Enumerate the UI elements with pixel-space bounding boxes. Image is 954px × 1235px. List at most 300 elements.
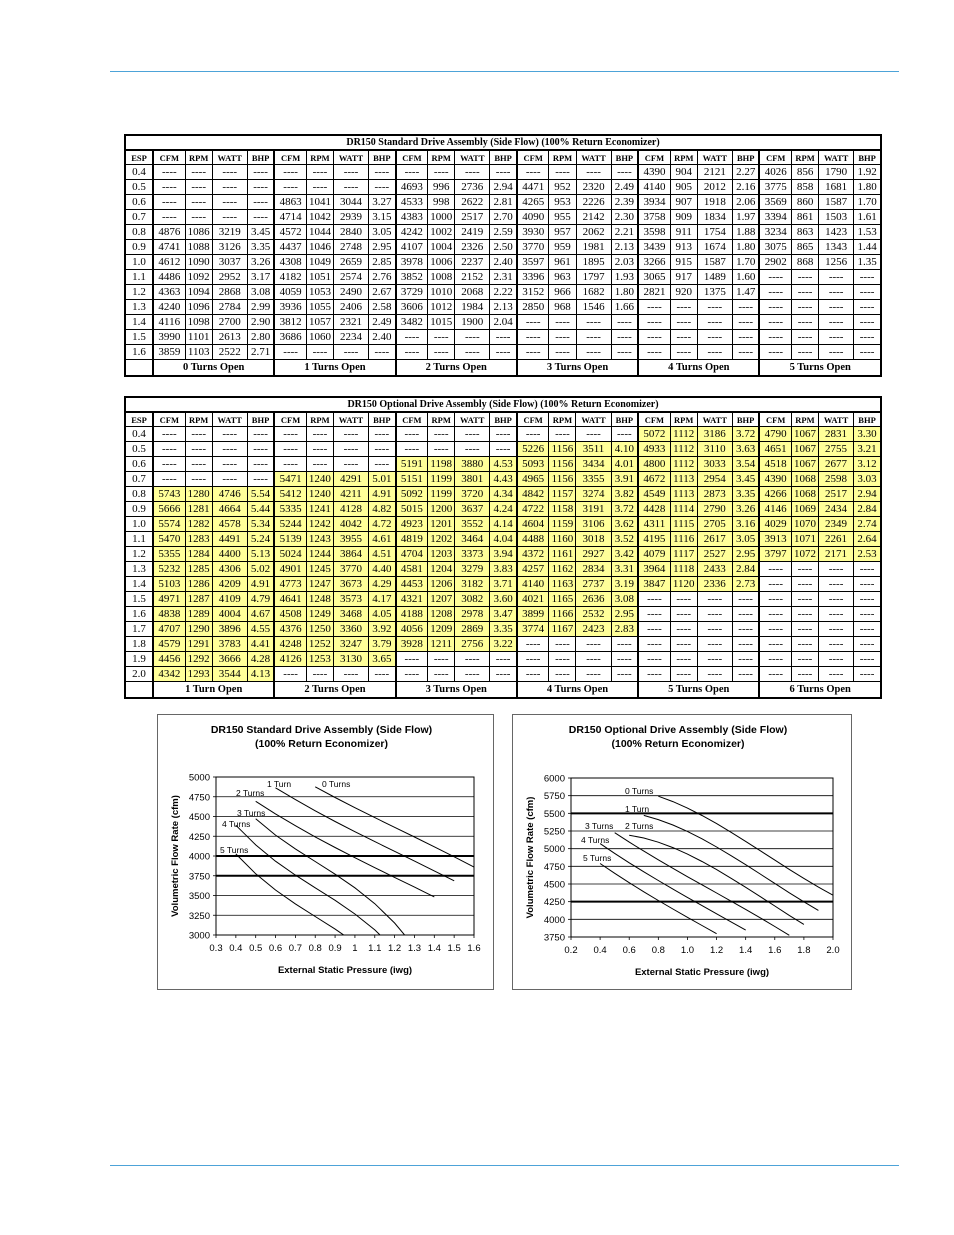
value-cell: ---- xyxy=(732,592,759,607)
value-cell: 3666 xyxy=(212,652,247,667)
value-cell: ---- xyxy=(549,315,576,330)
value-cell: 2.30 xyxy=(611,210,638,225)
value-cell: 1069 xyxy=(791,502,818,517)
value-cell: ---- xyxy=(697,315,732,330)
value-cell: ---- xyxy=(369,165,396,180)
value-cell: 1112 xyxy=(670,457,697,472)
table-row xyxy=(125,180,881,195)
value-cell: 2659 xyxy=(333,255,368,270)
value-cell: 4.53 xyxy=(490,457,517,472)
series-label: 2 Turns xyxy=(625,821,654,831)
value-cell: ---- xyxy=(517,667,549,682)
value-cell: 4773 xyxy=(274,577,306,592)
esp-cell: 0.8 xyxy=(125,487,153,502)
value-cell: 2142 xyxy=(576,210,611,225)
value-cell: 3.35 xyxy=(732,487,759,502)
column-header: RPM xyxy=(428,412,455,427)
value-cell: ---- xyxy=(212,210,247,225)
column-header: WATT xyxy=(333,412,368,427)
table-row xyxy=(125,472,881,487)
standard-drive-chart xyxy=(157,714,494,990)
value-cell: 5574 xyxy=(153,517,185,532)
value-cell: 3266 xyxy=(638,255,670,270)
table-row xyxy=(125,270,881,285)
value-cell: ---- xyxy=(611,652,638,667)
value-cell: 4390 xyxy=(759,472,791,487)
value-cell: 1012 xyxy=(428,300,455,315)
value-cell: 4.91 xyxy=(247,577,274,592)
series-label: 4 Turns xyxy=(581,835,610,845)
value-cell: ---- xyxy=(759,577,791,592)
value-cell: 2532 xyxy=(576,607,611,622)
optional-drive-chart xyxy=(512,714,852,990)
value-cell: 4.61 xyxy=(369,532,396,547)
value-cell: ---- xyxy=(819,345,854,360)
value-cell: 1156 xyxy=(549,457,576,472)
value-cell: ---- xyxy=(490,330,517,345)
value-cell: 1.80 xyxy=(854,180,881,195)
value-cell: 3037 xyxy=(212,255,247,270)
value-cell: 904 xyxy=(670,165,697,180)
value-cell: 3.21 xyxy=(854,442,881,457)
value-cell: 1.44 xyxy=(854,240,881,255)
value-cell: ---- xyxy=(333,442,368,457)
value-cell: ---- xyxy=(791,652,818,667)
value-cell: 4146 xyxy=(759,502,791,517)
value-cell: 5471 xyxy=(274,472,306,487)
value-cell: 5.13 xyxy=(247,547,274,562)
esp-cell: 1.5 xyxy=(125,330,153,345)
value-cell: 1.66 xyxy=(611,300,638,315)
column-header: BHP xyxy=(247,150,274,165)
value-cell: 963 xyxy=(549,270,576,285)
value-cell: 4842 xyxy=(517,487,549,502)
value-cell: 1.53 xyxy=(854,225,881,240)
value-cell: ---- xyxy=(819,652,854,667)
value-cell: 1118 xyxy=(670,562,697,577)
value-cell: ---- xyxy=(792,315,819,330)
value-cell: 2.13 xyxy=(490,300,517,315)
value-cell: ---- xyxy=(369,667,396,682)
value-cell: ---- xyxy=(791,607,818,622)
value-cell: 3.30 xyxy=(854,427,881,442)
turns-open-label: 4 Turns Open xyxy=(517,682,638,699)
value-cell: 4572 xyxy=(274,225,306,240)
value-cell: 1674 xyxy=(697,240,732,255)
value-cell: 5666 xyxy=(153,502,185,517)
column-header: RPM xyxy=(306,150,333,165)
value-cell: ---- xyxy=(549,165,576,180)
value-cell: 858 xyxy=(792,180,819,195)
chart-svg xyxy=(158,715,493,989)
column-header: RPM xyxy=(185,150,212,165)
y-tick-label: 6000 xyxy=(543,773,565,785)
value-cell: 2755 xyxy=(819,442,854,457)
value-cell: 3770 xyxy=(333,562,368,577)
value-cell: 3.12 xyxy=(854,457,881,472)
value-cell: 2.50 xyxy=(490,240,517,255)
esp-cell: 1.0 xyxy=(125,255,153,270)
value-cell: 2237 xyxy=(455,255,490,270)
value-cell: 2636 xyxy=(576,592,611,607)
value-cell: 1044 xyxy=(306,225,333,240)
value-cell: 1291 xyxy=(185,637,212,652)
column-header: RPM xyxy=(549,150,576,165)
table-row xyxy=(125,622,881,637)
value-cell: ---- xyxy=(549,652,576,667)
value-cell: 3.22 xyxy=(490,637,517,652)
value-cell: 1.35 xyxy=(854,255,881,270)
value-cell: 3930 xyxy=(517,225,549,240)
value-cell: 2.80 xyxy=(247,330,274,345)
value-cell: 3597 xyxy=(517,255,549,270)
value-cell: ---- xyxy=(854,345,881,360)
value-cell: 3812 xyxy=(274,315,306,330)
value-cell: ---- xyxy=(274,442,306,457)
value-cell: 1240 xyxy=(306,472,333,487)
value-cell: ---- xyxy=(185,210,212,225)
table-row xyxy=(125,487,881,502)
value-cell: 2419 xyxy=(455,225,490,240)
value-cell: ---- xyxy=(306,457,333,472)
value-cell: ---- xyxy=(333,457,368,472)
x-tick-label: 1.8 xyxy=(797,945,811,956)
column-header: BHP xyxy=(490,150,517,165)
x-tick-label: 0.6 xyxy=(622,945,636,956)
value-cell: 1240 xyxy=(306,487,333,502)
value-cell: 1159 xyxy=(549,517,576,532)
value-cell: ---- xyxy=(854,285,881,300)
table-title: DR150 Optional Drive Assembly (Side Flow) (100% Return Economizer) xyxy=(125,397,881,412)
value-cell: 4.40 xyxy=(369,562,396,577)
value-cell: 3847 xyxy=(638,577,670,592)
value-cell: ---- xyxy=(517,652,549,667)
value-cell: 1287 xyxy=(185,592,212,607)
value-cell: ---- xyxy=(212,180,247,195)
value-cell: 3934 xyxy=(638,195,670,210)
value-cell: ---- xyxy=(396,652,428,667)
value-cell: ---- xyxy=(396,427,428,442)
value-cell: 3.45 xyxy=(732,472,759,487)
value-cell: 4518 xyxy=(759,457,791,472)
esp-cell: 0.6 xyxy=(125,457,153,472)
value-cell: 952 xyxy=(549,180,576,195)
value-cell: 1.70 xyxy=(854,195,881,210)
value-cell: 4863 xyxy=(274,195,306,210)
value-cell: ---- xyxy=(455,442,490,457)
value-cell: ---- xyxy=(212,442,247,457)
value-cell: ---- xyxy=(306,345,333,360)
value-cell: ---- xyxy=(306,180,333,195)
value-cell: 2012 xyxy=(697,180,732,195)
value-cell: ---- xyxy=(396,345,428,360)
value-cell: ---- xyxy=(306,442,333,457)
value-cell: 4.43 xyxy=(490,472,517,487)
value-cell: ---- xyxy=(670,622,697,637)
value-cell: 1423 xyxy=(819,225,854,240)
value-cell: 3106 xyxy=(576,517,611,532)
value-cell: 915 xyxy=(670,255,697,270)
value-cell: 2.16 xyxy=(732,180,759,195)
value-cell: 4672 xyxy=(638,472,670,487)
column-header: CFM xyxy=(153,412,185,427)
value-cell: 3.27 xyxy=(369,195,396,210)
value-cell: 2574 xyxy=(333,270,368,285)
value-cell: 4.29 xyxy=(369,577,396,592)
value-cell: ---- xyxy=(274,667,306,682)
value-cell: ---- xyxy=(854,300,881,315)
value-cell: 3.16 xyxy=(732,517,759,532)
table-row xyxy=(125,592,881,607)
value-cell: ---- xyxy=(697,330,732,345)
value-cell: 909 xyxy=(670,210,697,225)
value-cell: ---- xyxy=(212,195,247,210)
value-cell: 2.21 xyxy=(611,225,638,240)
value-cell: 4140 xyxy=(638,180,670,195)
value-cell: 4641 xyxy=(274,592,306,607)
value-cell: ---- xyxy=(732,300,759,315)
value-cell: 1.80 xyxy=(732,240,759,255)
value-cell: 4437 xyxy=(274,240,306,255)
value-cell: ---- xyxy=(638,637,670,652)
value-cell: ---- xyxy=(697,637,732,652)
column-header: CFM xyxy=(759,150,791,165)
value-cell: 4021 xyxy=(517,592,549,607)
value-cell: 2927 xyxy=(576,547,611,562)
table-row xyxy=(125,562,881,577)
value-cell: 1015 xyxy=(428,315,455,330)
value-cell: 1055 xyxy=(306,300,333,315)
value-cell: 4901 xyxy=(274,562,306,577)
value-cell: 1202 xyxy=(428,532,455,547)
x-tick-label: 0.7 xyxy=(288,943,302,954)
value-cell: ---- xyxy=(854,622,881,637)
value-cell: 2.53 xyxy=(854,547,881,562)
value-cell: 4838 xyxy=(153,607,185,622)
value-cell: 1.60 xyxy=(732,270,759,285)
value-cell: 3.26 xyxy=(732,502,759,517)
value-cell: ---- xyxy=(819,270,854,285)
value-cell: ---- xyxy=(732,345,759,360)
table-row xyxy=(125,442,881,457)
value-cell: 2.31 xyxy=(490,270,517,285)
value-cell: 4508 xyxy=(274,607,306,622)
value-cell: 2756 xyxy=(455,637,490,652)
x-tick-label: 1.6 xyxy=(467,943,481,954)
value-cell: 3775 xyxy=(759,180,791,195)
value-cell: 3720 xyxy=(455,487,490,502)
value-cell: 3464 xyxy=(455,532,490,547)
value-cell: 2737 xyxy=(576,577,611,592)
value-cell: 1067 xyxy=(791,442,818,457)
value-cell: 4109 xyxy=(212,592,247,607)
value-cell: 4453 xyxy=(396,577,428,592)
value-cell: ---- xyxy=(792,345,819,360)
value-cell: 1203 xyxy=(428,547,455,562)
y-tick-label: 5250 xyxy=(543,826,565,838)
value-cell: 3.35 xyxy=(247,240,274,255)
value-cell: 1120 xyxy=(670,577,697,592)
value-cell: 3.05 xyxy=(369,225,396,240)
value-cell: 1046 xyxy=(306,240,333,255)
value-cell: 1088 xyxy=(185,240,212,255)
column-header: CFM xyxy=(153,150,185,165)
value-cell: 1092 xyxy=(185,270,212,285)
table-title: DR150 Standard Drive Assembly (Side Flow) (100% Return Economizer) xyxy=(125,135,881,150)
value-cell: 1072 xyxy=(791,547,818,562)
value-cell: 1292 xyxy=(185,652,212,667)
value-cell: ---- xyxy=(549,427,576,442)
y-tick-label: 5500 xyxy=(543,808,565,820)
table-row xyxy=(125,300,881,315)
value-cell: 4059 xyxy=(274,285,306,300)
value-cell: ---- xyxy=(670,652,697,667)
value-cell: 4.34 xyxy=(490,487,517,502)
value-cell: 917 xyxy=(670,270,697,285)
value-cell: 3.62 xyxy=(611,517,638,532)
value-cell: 920 xyxy=(670,285,697,300)
y-tick-label: 5000 xyxy=(188,772,210,784)
value-cell: ---- xyxy=(759,270,791,285)
value-cell: 2261 xyxy=(819,532,854,547)
column-header: CFM xyxy=(396,412,428,427)
value-cell: 5093 xyxy=(517,457,549,472)
value-cell: 1199 xyxy=(428,472,455,487)
value-cell: 2.04 xyxy=(490,315,517,330)
value-cell: 4.51 xyxy=(369,547,396,562)
value-cell: 4004 xyxy=(212,607,247,622)
table-row xyxy=(125,165,881,180)
value-cell: ---- xyxy=(854,330,881,345)
value-cell: 953 xyxy=(549,195,576,210)
value-cell: 2326 xyxy=(455,240,490,255)
value-cell: 4.82 xyxy=(369,502,396,517)
value-cell: 1290 xyxy=(185,622,212,637)
x-tick-label: 0.4 xyxy=(229,943,243,954)
value-cell: 5.34 xyxy=(247,517,274,532)
value-cell: 4140 xyxy=(517,577,549,592)
value-cell: 4965 xyxy=(517,472,549,487)
value-cell: 3018 xyxy=(576,532,611,547)
value-cell: ---- xyxy=(212,457,247,472)
column-header: BHP xyxy=(490,412,517,427)
value-cell: 1067 xyxy=(791,427,818,442)
value-cell: 1101 xyxy=(185,330,212,345)
value-cell: ---- xyxy=(455,165,490,180)
value-cell: 1343 xyxy=(819,240,854,255)
x-tick-label: 1.5 xyxy=(447,943,461,954)
series-label: 1 Turn xyxy=(267,779,292,789)
value-cell: ---- xyxy=(549,667,576,682)
value-cell: ---- xyxy=(611,427,638,442)
value-cell: 3.60 xyxy=(490,592,517,607)
value-cell: ---- xyxy=(428,667,455,682)
value-cell: 3936 xyxy=(274,300,306,315)
series-label: 0 Turns xyxy=(625,786,654,796)
value-cell: 4311 xyxy=(638,517,670,532)
value-cell: 3044 xyxy=(333,195,368,210)
value-cell: 3.08 xyxy=(247,285,274,300)
value-cell: ---- xyxy=(369,427,396,442)
value-cell: 3360 xyxy=(333,622,368,637)
value-cell: 2152 xyxy=(455,270,490,285)
esp-cell: 1.3 xyxy=(125,300,153,315)
table-row xyxy=(125,577,881,592)
column-header: CFM xyxy=(396,150,428,165)
value-cell: 4.05 xyxy=(369,607,396,622)
value-cell: 3.91 xyxy=(611,472,638,487)
value-cell: 3859 xyxy=(153,345,185,360)
value-cell: 5072 xyxy=(638,427,670,442)
turns-open-label: 2 Turns Open xyxy=(274,682,395,699)
value-cell: ---- xyxy=(490,345,517,360)
value-cell: ---- xyxy=(274,427,306,442)
value-cell: ---- xyxy=(396,330,428,345)
value-cell: 4266 xyxy=(759,487,791,502)
value-cell: 1.80 xyxy=(611,285,638,300)
value-cell: 4933 xyxy=(638,442,670,457)
value-cell: 2171 xyxy=(819,547,854,562)
value-cell: ---- xyxy=(396,442,428,457)
value-cell: ---- xyxy=(638,607,670,622)
value-cell: ---- xyxy=(638,330,670,345)
value-cell: ---- xyxy=(854,562,881,577)
value-cell: ---- xyxy=(854,652,881,667)
table-row xyxy=(125,427,881,442)
value-cell: ---- xyxy=(428,427,455,442)
value-cell: ---- xyxy=(759,315,791,330)
column-header: WATT xyxy=(576,412,611,427)
column-header: WATT xyxy=(333,150,368,165)
value-cell: 3219 xyxy=(212,225,247,240)
value-cell: 1209 xyxy=(428,622,455,637)
value-cell: 1293 xyxy=(185,667,212,682)
column-header: BHP xyxy=(369,412,396,427)
esp-cell: 1.1 xyxy=(125,532,153,547)
value-cell: 1.93 xyxy=(611,270,638,285)
value-cell: 3.45 xyxy=(247,225,274,240)
value-cell: 966 xyxy=(549,285,576,300)
value-cell: 3686 xyxy=(274,330,306,345)
value-cell: 4265 xyxy=(517,195,549,210)
series-label: 1 Turn xyxy=(625,804,650,814)
value-cell: 1002 xyxy=(428,225,455,240)
value-cell: 3247 xyxy=(333,637,368,652)
value-cell: ---- xyxy=(517,315,549,330)
value-cell: 1067 xyxy=(791,457,818,472)
value-cell: 1116 xyxy=(670,532,697,547)
value-cell: 2.06 xyxy=(732,195,759,210)
value-cell: 4.24 xyxy=(490,502,517,517)
value-cell: 3913 xyxy=(759,532,791,547)
value-cell: 4790 xyxy=(759,427,791,442)
value-cell: 5226 xyxy=(517,442,549,457)
series-label: 0 Turns xyxy=(322,779,351,789)
value-cell: 3880 xyxy=(455,457,490,472)
value-cell: 5355 xyxy=(153,547,185,562)
table-row xyxy=(125,517,881,532)
value-cell: ---- xyxy=(759,667,791,682)
value-cell: 2.74 xyxy=(854,517,881,532)
value-cell: 3896 xyxy=(212,622,247,637)
column-header: RPM xyxy=(670,150,697,165)
value-cell: 1790 xyxy=(819,165,854,180)
value-cell: ---- xyxy=(185,472,212,487)
value-cell: 1546 xyxy=(576,300,611,315)
value-cell: 1587 xyxy=(697,255,732,270)
esp-cell: 1.4 xyxy=(125,577,153,592)
value-cell: 4240 xyxy=(153,300,185,315)
